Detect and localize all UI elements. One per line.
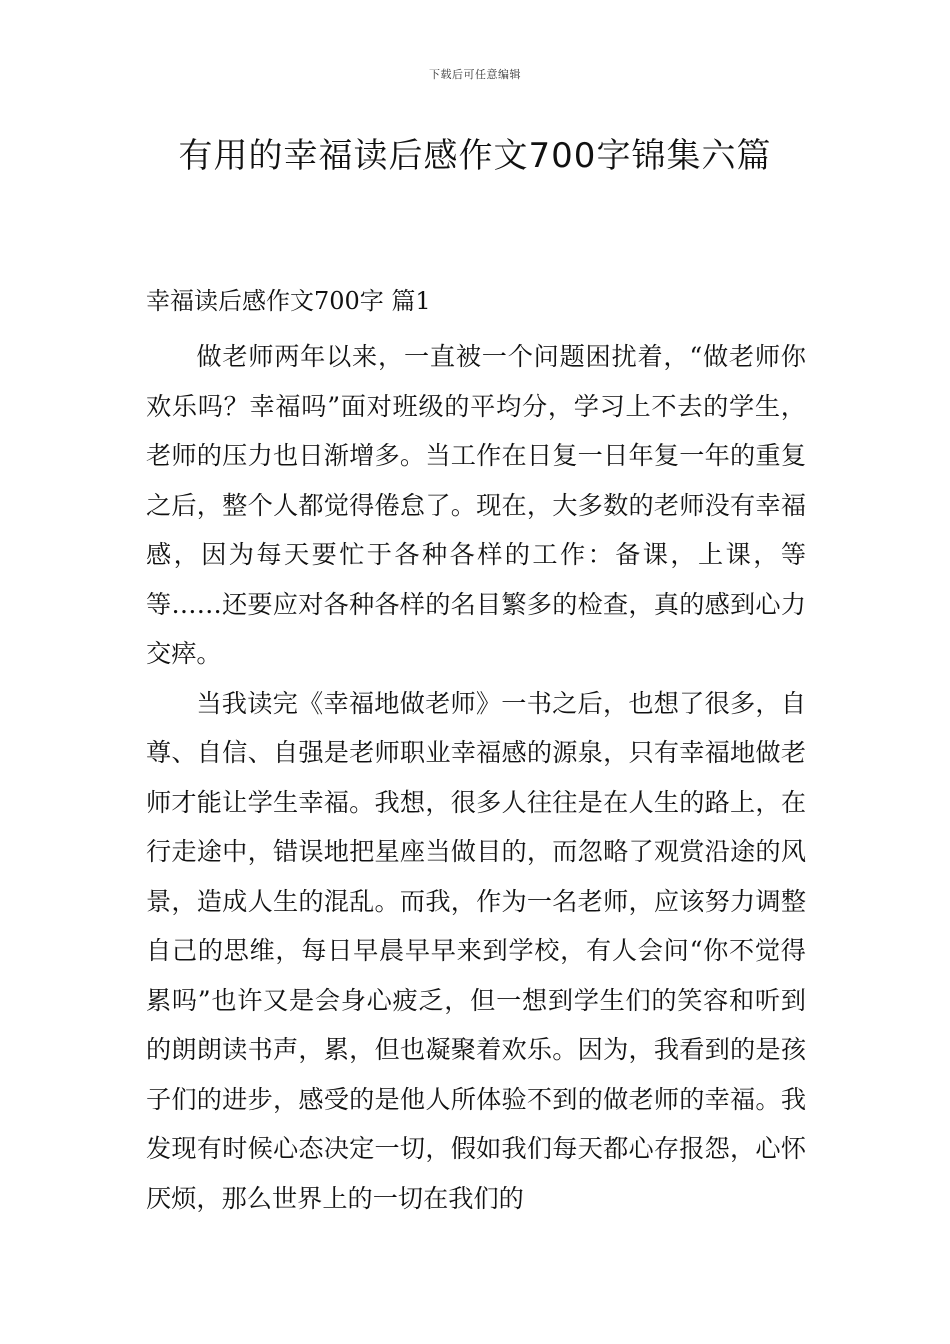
paragraph-1: 做老师两年以来，一直被一个问题困扰着，“做老师你欢乐吗？幸福吗”面对班级的平均分，学习上不去的学生，老师的压力也日渐增多。当工作在日复一日年复一年的重复之后，整个人都觉得倦怠了。现在，大多数的老师没有幸福感，因为每天要忙于各种各样的工作：备课，上课，等等……还要应对各种各样的名目繁多的检查，真的感到心力交瘁。 [146, 342, 806, 668]
header-note: 下载后可任意编辑 [429, 68, 521, 81]
paragraph-2: 当我读完《幸福地做老师》一书之后，也想了很多，自尊、自信、自强是老师职业幸福感的源泉，只有幸福地做老师才能让学生幸福。我想，很多人往往是在人生的路上，在行走途中，错误地把星座当做目的，而忽略了观赏沿途的风景，造成人生的混乱。而我，作为一名老师，应该努力调整自己的思维，每日早晨早早来到学校，有人会问“你不觉得累吗”也许又是会身心疲乏，但一想到学生们的笑容和听到的朗朗读书声，累，但也凝聚着欢乐。因为，我看到的是孩子们的进步，感受的是他人所体验不到的做老师的幸福。我发现有时候心态决定一切，假如我们每天都心存报怨，心怀厌烦，那么世界上的一切在我们的 [146, 688, 806, 1213]
document-body [146, 282, 806, 1223]
section-heading: 幸福读后感作文700字 篇1 [146, 287, 431, 315]
document-title: 有用的幸福读后感作文700字锦集六篇 [178, 136, 772, 176]
